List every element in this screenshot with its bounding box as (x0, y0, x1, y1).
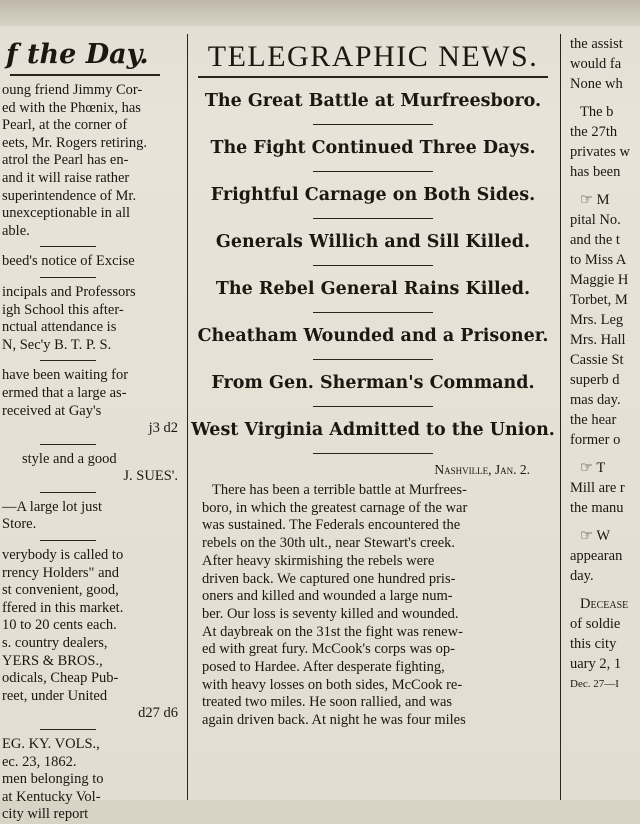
section-masthead: TELEGRAPHIC NEWS. (207, 40, 539, 73)
headline-rule (313, 218, 433, 219)
left-column (0, 34, 186, 823)
divider-rule (40, 492, 96, 493)
pointing-hand-icon: ☞ T (580, 460, 606, 476)
paragraph-high-school: incipals and Professors igh School this after- nctual attendance is N, Sec'y B. T. P. S. (2, 283, 136, 353)
center-column (188, 34, 558, 800)
paragraph-sues-notice: style and a good J. SUES'. (22, 450, 178, 485)
headline-sherman: From Gen. Sherman's Command. (211, 373, 535, 393)
headline-rule (313, 124, 433, 125)
headline-carnage: Frightful Carnage on Both Sides. (210, 185, 536, 205)
divider-rule (40, 540, 96, 541)
headline-three-days: The Fight Continued Three Days. (210, 138, 536, 158)
divider-rule (40, 729, 96, 730)
headline-rule (313, 359, 433, 360)
headline-rains-killed: The Rebel General Rains Killed. (215, 279, 531, 299)
paragraph-gays-notice: have been waiting for ermed that a large as- received at Gay's j3 d2 (2, 367, 178, 437)
pointing-hand-icon: ☞ M (580, 192, 610, 208)
headline-cheatham: Cheatham Wounded and a Prisoner. (197, 326, 549, 346)
divider-rule (40, 360, 96, 361)
headline-rule (313, 265, 433, 266)
paragraph-kentucky-volunteers: EG. KY. VOLS., ec. 23, 1862. men belonging to at Kentucky Vol- city will report (2, 736, 104, 823)
paragraph-excise-notice: beed's notice of Excise (2, 253, 135, 270)
headline-great-battle: The Great Battle at Murfreesboro. (204, 91, 542, 111)
divider-rule (40, 246, 96, 247)
article-body: There has been a terrible battle at Murfrees- boro, in which the greatest carnage of the war was sustained. The Federals encountered the rebels on the 30th ult., near Stewart's creek. After heavy skirmishing the rebels were driven back. We captured one hundred pris- oners and killed and wounded a large num- ber. Our loss is seventy killed and wounded. At daybreak on the 31st the fight was renew- ed with great fury. McCook's corps was op- posed to Hardee. After desperate fighting, with heavy losses on both sides, McCook re- treated two miles. He soon rallied, and was again driven back. At night he was four miles (202, 482, 468, 729)
divider-rule (40, 277, 96, 278)
paragraph-new-management: oung friend Jimmy Cor- ed with the Phœnix, has Pearl, at the corner of eets, Mr. Rogers retiring. atrol the Pearl has en- and it will raise rather superintendence of Mr. unexceptionable in all able. (2, 82, 147, 239)
headline-rule (313, 453, 433, 454)
right-column-text: the assist would fa None wh The b the 27th privates w has been ☞ M pital No. and the t to Miss A Maggie H Torbet, M Mrs. Leg Mrs. Hall Cassie St superb d mas day. the hear former o ☞ T Mill are r the manu ☞ W appearan day. Decease of soldie this city uary 2, 1 Dec. 27—I (562, 34, 640, 694)
heading-rule (10, 74, 160, 76)
column-divider-right (560, 34, 561, 800)
page-fold-shadow (0, 0, 640, 26)
masthead-rule (198, 76, 548, 78)
left-column-heading: f the Day. (6, 39, 149, 70)
headline-generals-killed: Generals Willich and Sill Killed. (215, 232, 531, 252)
headline-rule (313, 171, 433, 172)
headline-west-virginia: West Virginia Admitted to the Union. (191, 420, 555, 440)
dateline: Nashville, Jan. 2. (434, 462, 530, 477)
paragraph-currency-holders: verybody is called to rrency Holders" and st convenient, good, ffered in this market. 10 to 20 cents each. s. country dealers, YERS & BROS., odicals, Cheap Pub- reet, under United d27 d6 (2, 547, 178, 722)
pointing-hand-icon: ☞ W (580, 528, 611, 544)
paragraph-large-lot: —A large lot just Store. (2, 498, 103, 533)
headline-rule (313, 312, 433, 313)
divider-rule (40, 444, 96, 445)
headline-rule (313, 406, 433, 407)
right-column (562, 34, 640, 800)
